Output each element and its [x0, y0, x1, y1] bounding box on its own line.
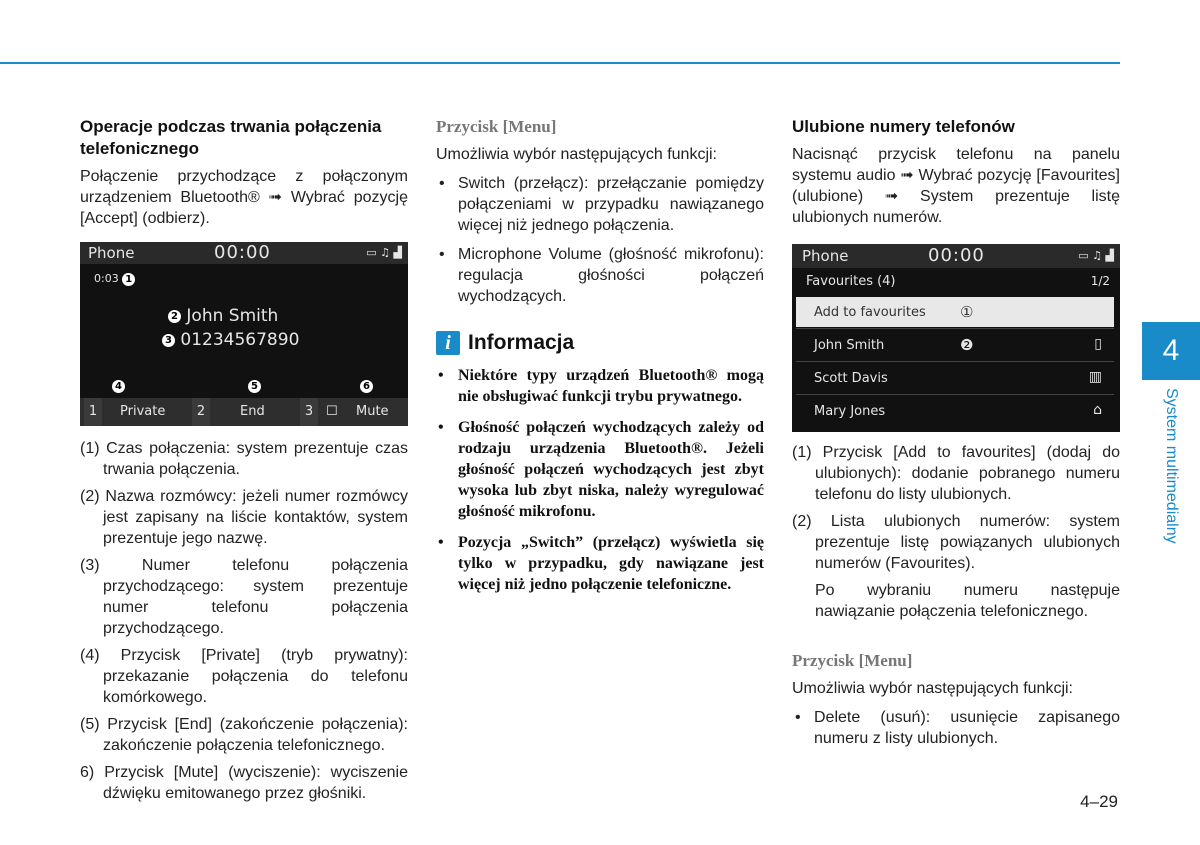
column-1 — [80, 116, 408, 229]
list-item: • Pozycja „Switch” (przełącz) wyświetla się tylko w przypadku, gdy nawiązane jest więcej niż jedno połączenie telefoniczne. — [436, 532, 764, 595]
call-items-list — [80, 438, 408, 804]
caller-name — [168, 306, 278, 326]
marker-3: 3 — [162, 334, 175, 347]
btn-num-3: 3 — [300, 398, 318, 426]
mute-button[interactable]: Mute — [356, 404, 389, 419]
caller-number — [162, 330, 299, 350]
end-button[interactable]: End — [240, 404, 265, 419]
status-bar — [792, 244, 1120, 268]
status-bar — [80, 242, 408, 264]
chapter-title: System multimedialny — [1163, 388, 1180, 544]
favourites-intro: Nacisnąć przycisk telefonu na panelu systemu audio ➟ Wybrać pozycję [Favourites] (ulubione) ➟ System prezentuje listę ulubionych numerów. — [792, 146, 1120, 226]
column-1-list — [80, 438, 408, 810]
call-duration — [94, 272, 135, 286]
screen-label: Phone — [802, 247, 849, 265]
info-list — [436, 365, 764, 595]
list-item: • Delete (usuń): usunięcie zapisanego numeru z listy ulubionych. — [792, 707, 1120, 749]
home-icon: ⌂ — [1093, 402, 1102, 418]
divider — [796, 328, 1114, 329]
favourites-heading: Ulubione numery telefonów — [792, 117, 1015, 136]
mute-checkbox-icon: ☐ — [326, 404, 338, 419]
office-icon: ▥ — [1088, 369, 1102, 385]
intro-text: Połączenie przychodzące z połączonym urządzeniem Bluetooth® ➟ Wybrać pozycję [Accept] (odbierz). — [80, 168, 408, 227]
list-item: • Niektóre typy urządzeń Bluetooth® mogą nie obsługiwać funkcji trybu prywatnego. — [436, 365, 764, 407]
list-item: (1) Czas połączenia: system prezentuje czas trwania połączenia. — [80, 440, 408, 478]
list-item: • Głośność połączeń wychodzących zależy od rodzaju urządzenia Bluetooth®. Jeżeli głośność połączeń wychodzących jest zbyt wysoka lub zbyt niska, należy wyregulować głośność mikrofonu. — [436, 417, 764, 522]
list-item: (2) Nazwa rozmówcy: jeżeli numer rozmówcy jest zapisany na liście kontaktów, system prezentuje jego nazwę. — [80, 488, 408, 547]
info-header — [436, 331, 764, 355]
chapter-tab: 4 — [1142, 322, 1200, 380]
favourite-row[interactable] — [796, 330, 1114, 360]
column-3 — [792, 116, 1120, 228]
marker-6: 6 — [360, 380, 373, 393]
favourite-row[interactable] — [796, 396, 1114, 426]
list-item: (4) Przycisk [Private] (tryb prywatny): przekazanie połączenia do telefonu komórkowego. — [80, 647, 408, 706]
info-title: Informacja — [468, 331, 575, 354]
list-item: (3) Numer telefonu połączenia przychodzącego: system prezentuje numer telefonu połączenia przychodzącego. — [80, 557, 408, 637]
column-2 — [436, 116, 764, 605]
row-label: John Smith — [814, 338, 885, 353]
mobile-icon: ▯ — [1094, 336, 1102, 352]
menu-bullets — [436, 173, 764, 307]
favourite-row[interactable] — [796, 363, 1114, 393]
marker-2: ❷ — [960, 336, 974, 354]
list-item: (2) Lista ulubionych numerów: system prezentuje listę powiązanych ulubionych numerów (Favourites). — [792, 513, 1120, 572]
item-2-extra: Po wybraniu numeru następuje nawiązanie połączenia telefonicznego. — [815, 582, 1120, 620]
list-item: (1) Przycisk [Add to favourites] (dodaj do ulubionych): dodanie pobranego numeru telefonu do listy ulubionych. — [792, 444, 1120, 503]
marker-5: 5 — [248, 380, 261, 393]
call-buttons — [80, 398, 408, 426]
clock: 00:00 — [928, 245, 985, 266]
page-number: 4–29 — [1080, 792, 1118, 811]
menu-heading: Przycisk [Menu] — [792, 651, 913, 670]
marker-1: ① — [960, 303, 974, 321]
add-to-favourites-row[interactable] — [796, 297, 1114, 327]
list-item: • Microphone Volume (głośność mikrofonu): regulacja głośności połączeń wychodzących. — [436, 244, 764, 307]
top-rule — [0, 62, 1120, 64]
menu-bullets — [792, 707, 1120, 749]
status-icons: ▭ ♫ ▟ — [1078, 249, 1114, 262]
page-indicator: 1/2 — [1090, 274, 1110, 288]
favourites-subheader — [792, 270, 1120, 294]
btn-num-2: 2 — [192, 398, 210, 426]
call-screen — [80, 242, 408, 426]
row-label: Scott Davis — [814, 371, 888, 386]
btn-num-1: 1 — [84, 398, 102, 426]
favourites-count: Favourites (4) — [806, 274, 896, 289]
info-icon: i — [436, 331, 460, 355]
menu-intro: Umożliwia wybór następujących funkcji: — [792, 680, 1073, 697]
duration-text: 0:03 — [94, 272, 119, 285]
list-item: (5) Przycisk [End] (zakończenie połączenia): zakończenie połączenia telefonicznego. — [80, 716, 408, 754]
favourites-screen — [792, 244, 1120, 432]
list-item: 6) Przycisk [Mute] (wyciszenie): wyciszenie dźwięku emitowanego przez głośniki. — [80, 764, 408, 802]
caller-name-text: John Smith — [186, 306, 279, 326]
marker-1: 1 — [122, 273, 135, 286]
divider — [796, 394, 1114, 395]
section-heading: Operacje podczas trwania połączenia telefonicznego — [80, 117, 382, 158]
private-button[interactable]: Private — [120, 404, 166, 419]
status-icons: ▭ ♫ ▟ — [366, 246, 402, 259]
menu-intro: Umożliwia wybór następujących funkcji: — [436, 146, 717, 163]
row-label: Add to favourites — [814, 305, 926, 320]
caller-number-text: 01234567890 — [180, 330, 300, 350]
column-3-list — [792, 442, 1120, 757]
marker-2: 2 — [168, 310, 181, 323]
list-item: • Switch (przełącz): przełączanie pomiędzy połączeniami w przypadku nawiązanego więcej niż jednego połączenia. — [436, 173, 764, 236]
clock: 00:00 — [214, 242, 271, 263]
favourites-items-list — [792, 442, 1120, 574]
divider — [796, 361, 1114, 362]
row-label: Mary Jones — [814, 404, 886, 419]
marker-4: 4 — [112, 380, 125, 393]
menu-heading: Przycisk [Menu] — [436, 117, 557, 136]
screen-label: Phone — [88, 244, 135, 262]
button-markers — [80, 380, 408, 394]
